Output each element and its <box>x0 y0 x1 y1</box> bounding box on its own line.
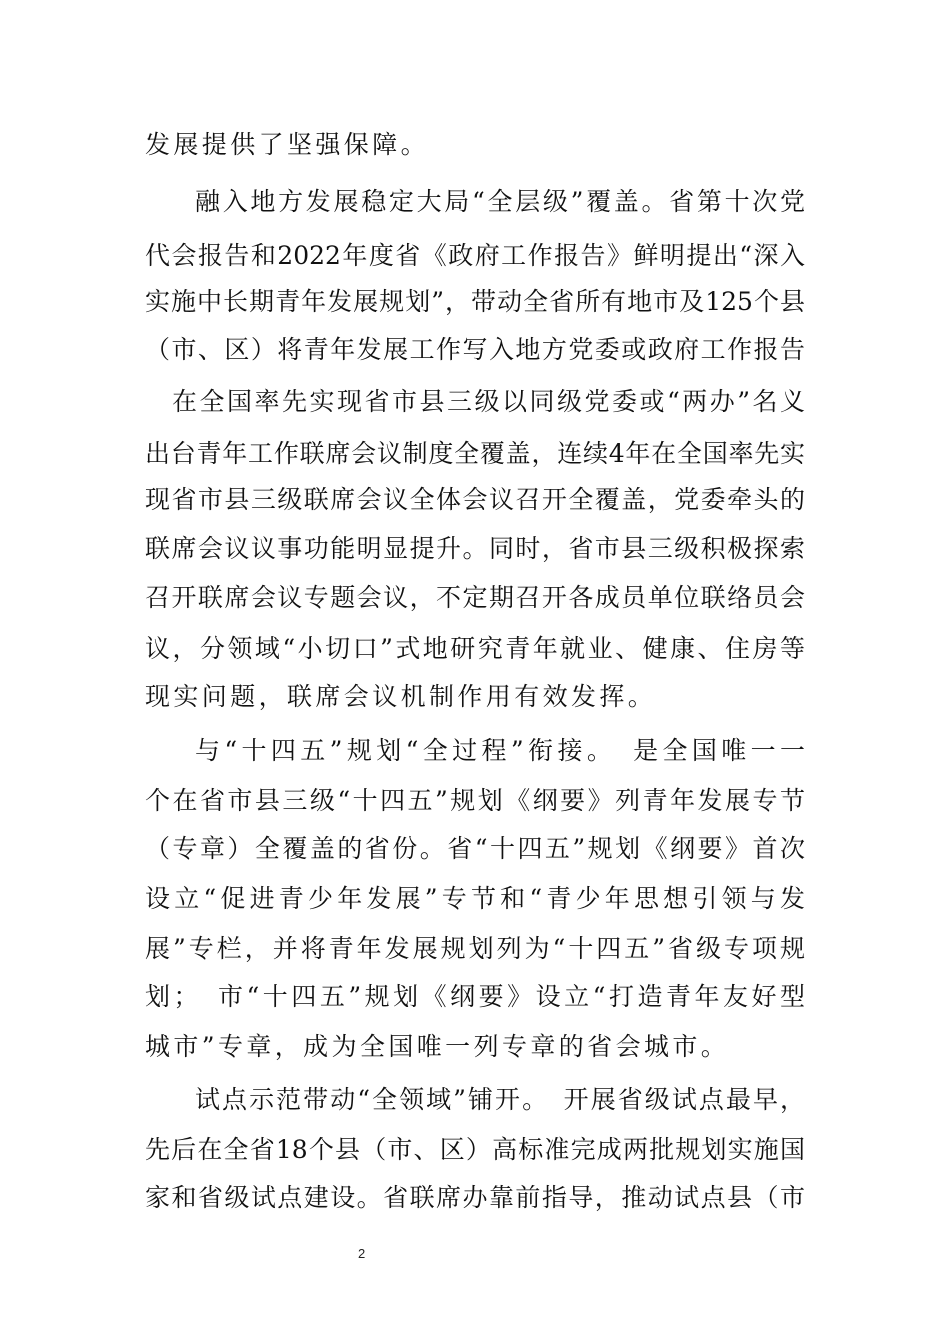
paragraph-line: 设立“促进青少年发展”专节和“青少年思想引领与发 <box>145 884 805 913</box>
paragraph-line: 划； 市“十四五”规划《纲要》设立“打造青年友好型 <box>145 982 805 1011</box>
paragraph-line: 试点示范带动“全领域”铺开。 开展省级试点最早， <box>195 1085 805 1114</box>
paragraph-line: 议，分领域“小切口”式地研究青年就业、健康、住房等 <box>145 634 805 663</box>
paragraph-line: 城市”专章，成为全国唯一列专章的省会城市。 <box>145 1032 730 1061</box>
paragraph-line: 家和省级试点建设。省联席办靠前指导，推动试点县（市 <box>145 1183 805 1212</box>
paragraph-line: 融入地方发展稳定大局“全层级”覆盖。省第十次党 <box>195 187 805 216</box>
paragraph-line: 在全国率先实现省市县三级以同级党委或“两办”名义 <box>172 387 805 416</box>
paragraph-line: （市、区）将青年发展工作写入地方党委或政府工作报告 <box>145 335 805 364</box>
paragraph-line: 现省市县三级联席会议全体会议召开全覆盖，党委牵头的 <box>145 485 805 514</box>
paragraph-line: 联席会议议事功能明显提升。同时，省市县三级积极探索 <box>145 534 805 563</box>
paragraph-line: 代会报告和2022年度省《政府工作报告》鲜明提出“深入 <box>145 241 805 270</box>
paragraph-line: （专章）全覆盖的省份。省“十四五”规划《纲要》首次 <box>145 834 805 863</box>
paragraph-line: 出台青年工作联席会议制度全覆盖，连续4年在全国率先实 <box>145 439 805 468</box>
paragraph-line: 先后在全省18个县（市、区）高标准完成两批规划实施国 <box>145 1135 805 1164</box>
paragraph-line: 与“十四五”规划“全过程”衔接。 是全国唯一一 <box>195 736 805 765</box>
paragraph-line: 实施中长期青年发展规划”，带动全省所有地市及125个县 <box>145 287 805 316</box>
paragraph-line: 展”专栏，并将青年发展规划列为“十四五”省级专项规 <box>145 934 805 963</box>
paragraph-line: 召开联席会议专题会议，不定期召开各成员单位联络员会 <box>145 583 805 612</box>
page-number: 2 <box>358 1246 366 1261</box>
paragraph-line: 发展提供了坚强保障。 <box>145 130 430 159</box>
paragraph-line: 现实问题，联席会议机制作用有效发挥。 <box>145 682 657 711</box>
paragraph-line: 个在省市县三级“十四五”规划《纲要》列青年发展专节 <box>145 786 805 815</box>
